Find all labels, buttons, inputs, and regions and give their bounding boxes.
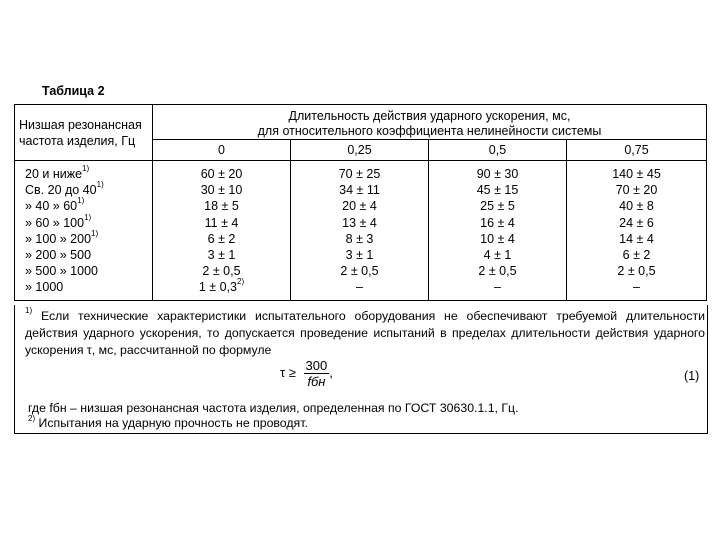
- duration-cell: 3 ± 1: [207, 247, 236, 262]
- duration-cell: 14 ± 4: [619, 231, 654, 246]
- duration-cell: 2 ± 0,5: [202, 264, 241, 279]
- header-coef-1: 0,25: [291, 140, 429, 161]
- duration-cell: –: [356, 280, 363, 295]
- header-coef-2: 0,5: [429, 140, 567, 161]
- header-coef-3: 0,75: [567, 140, 707, 161]
- duration-cell: 60 ± 20: [200, 167, 243, 181]
- duration-cell: 13 ± 4: [342, 215, 377, 230]
- duration-cell: 6 ± 2: [207, 231, 236, 246]
- duration-cell: 10 ± 4: [480, 231, 515, 246]
- header-coef-0: 0: [153, 140, 291, 161]
- duration-cell: –: [633, 280, 640, 295]
- footnote-2: $^{2)}$ Испытания на ударную прочность не проводят.: [28, 414, 308, 430]
- duration-cell: 3 ± 1: [345, 247, 374, 262]
- header-duration: Длительность действия ударного ускорения, мс, для относительного коэффициента нелинейности системы: [153, 105, 707, 140]
- duration-cell: 4 ± 1: [483, 247, 512, 262]
- frequency-cell: » 60 » 100$^{1)}$: [25, 212, 92, 230]
- duration-cell: 45 ± 15: [476, 183, 519, 198]
- duration-cell: 2 ± 0,5: [617, 264, 656, 279]
- duration-cell: 6 ± 2: [622, 247, 651, 262]
- header-frequency: Низшая резонансная частота изделия, Гц: [15, 105, 153, 161]
- duration-cell: 140 ± 45: [612, 167, 661, 181]
- duration-cell: 8 ± 3: [345, 231, 374, 246]
- frequency-column: [15, 161, 153, 301]
- duration-cell: 70 ± 25: [338, 167, 381, 181]
- frequency-cell: Св. 20 до 40$^{1)}$: [25, 180, 104, 198]
- duration-cell: –: [494, 280, 501, 295]
- duration-cell: 2 ± 0,5: [340, 264, 379, 279]
- formula: τ ≥ $\frac{300}{\text{fбн}}$ ,: [280, 358, 333, 389]
- duration-cell: 20 ± 4: [342, 199, 377, 214]
- duration-column-0-25: [291, 161, 429, 301]
- frequency-cell: » 200 » 500: [25, 247, 92, 262]
- duration-cell: 16 ± 4: [480, 215, 515, 230]
- equation-number: (1): [684, 369, 700, 383]
- duration-cell: 40 ± 8: [619, 199, 654, 214]
- formula-fraction: $\frac{300}{\text{fбн}}$: [305, 358, 328, 389]
- duration-cell: 25 ± 5: [480, 199, 515, 214]
- frequency-cell: » 40 » 60$^{1)}$: [25, 196, 85, 214]
- duration-column-0: [153, 161, 291, 301]
- duration-cell: 24 ± 6: [619, 215, 654, 230]
- duration-cell: 18 ± 5: [204, 199, 239, 214]
- duration-cell: 34 ± 11: [339, 183, 380, 198]
- frequency-cell: » 500 » 1000: [25, 264, 98, 279]
- duration-column-0-5: [429, 161, 567, 301]
- impact-duration-table: [14, 104, 707, 301]
- duration-cell: $1 \pm 0,3^{2)}$: [198, 277, 245, 295]
- frequency-cell: 20 и ниже$^{1)}$: [25, 164, 90, 181]
- table-caption: Таблица 2: [42, 84, 105, 98]
- duration-cell: 11 ± 4: [204, 215, 239, 230]
- formula-legend: где fбн – низшая резонансная частота изделия, определенная по ГОСТ 30630.1.1, Гц.: [28, 401, 519, 415]
- duration-cell: 70 ± 20: [615, 183, 658, 198]
- duration-cell: 90 ± 30: [476, 167, 519, 181]
- duration-cell: 30 ± 10: [200, 183, 243, 198]
- frequency-cell: » 100 » 200$^{1)}$: [25, 228, 99, 246]
- frequency-cell: » 1000: [25, 280, 64, 295]
- duration-cell: 2 ± 0,5: [478, 264, 517, 279]
- footnote-1: $^{1)}$ Если технические характеристики испытательного оборудования не обеспечивают требуемой длительности действия ударного ускорения, то допускается проведение испытаний в пределах длительности действия ударного ускорения τ, мс, рассчитанной по формуле: [25, 306, 705, 357]
- duration-column-0-75: [567, 161, 707, 301]
